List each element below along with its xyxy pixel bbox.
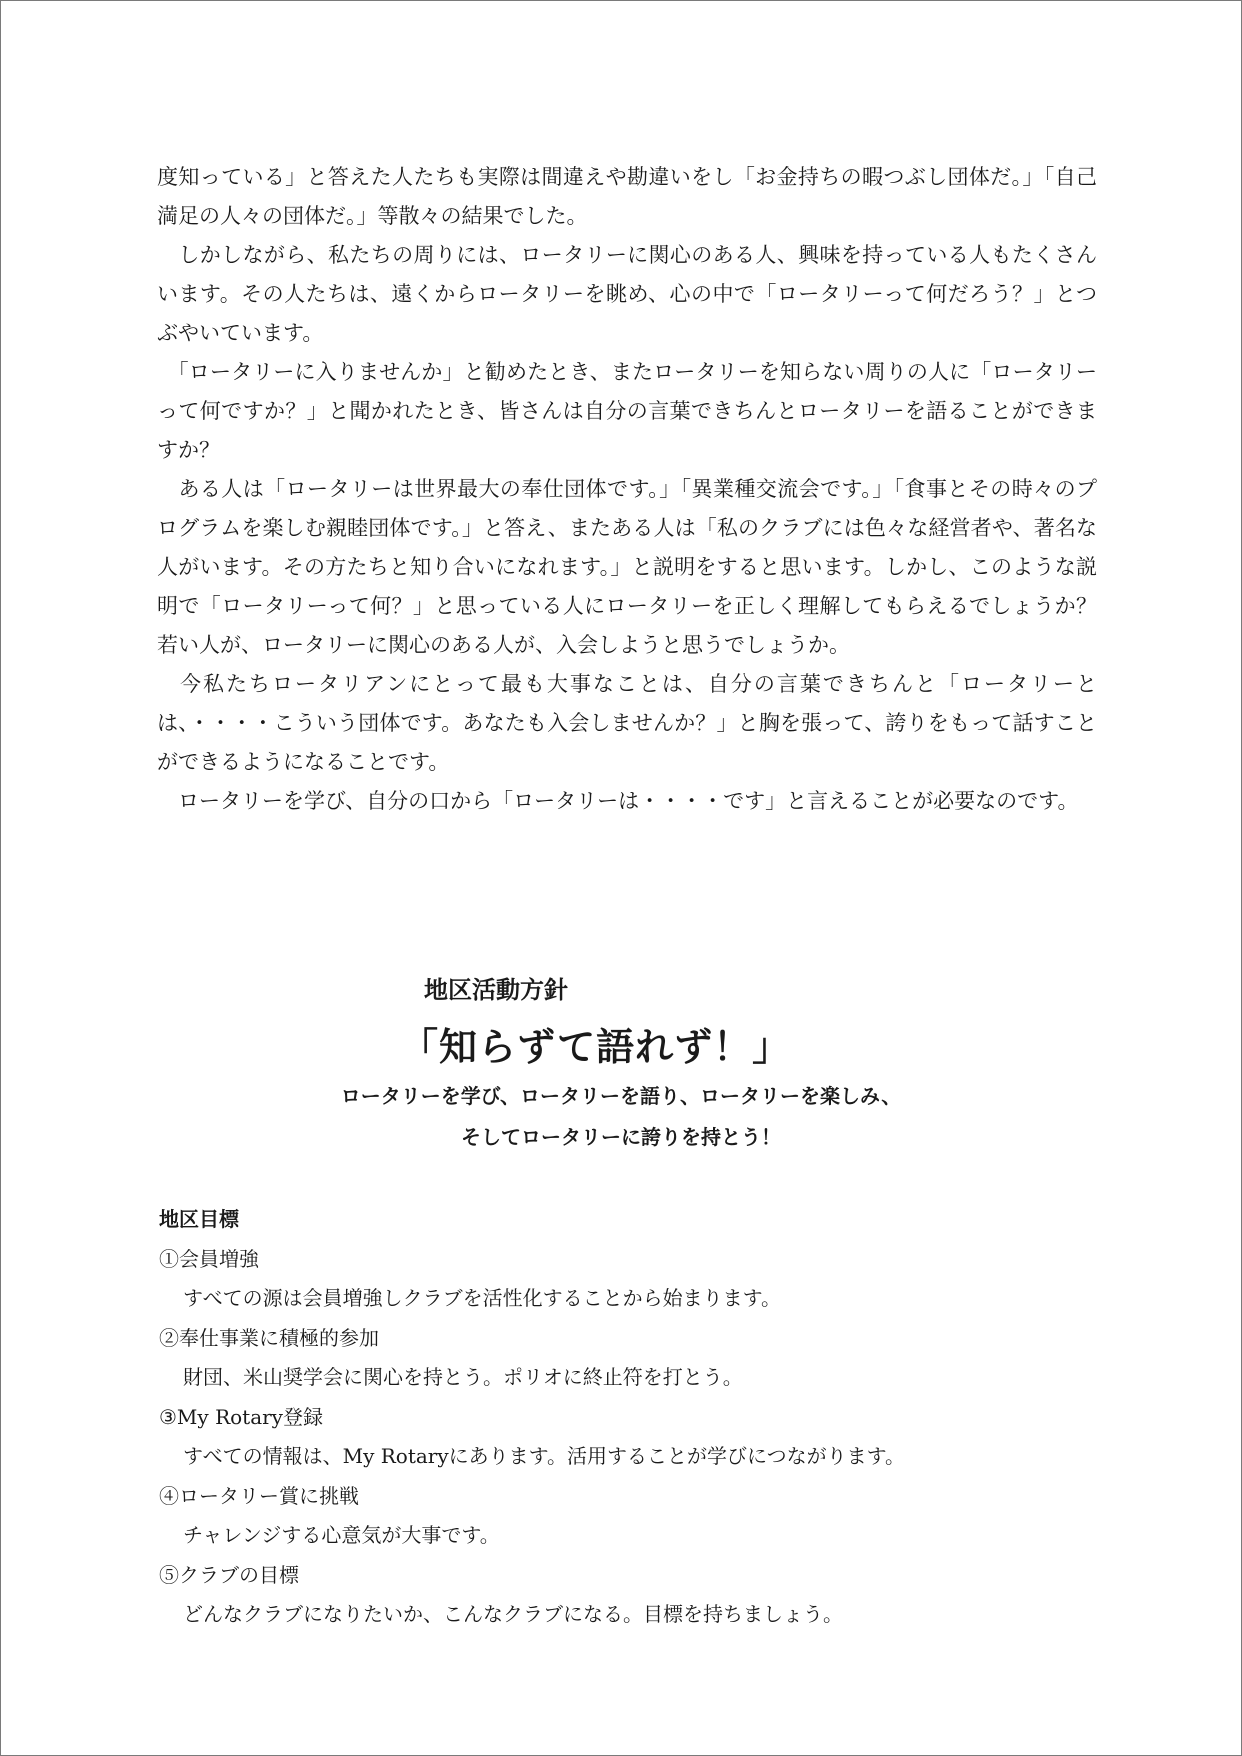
paragraph-2: しかしながら、私たちの周りには、ロータリーに関心のある人、興味を持っている人もたくさんいます。その人たちは、遠くからロータリーを眺め、心の中で「ロータリーって何だろう？」とつぶやいています。 [157, 243, 1097, 345]
paragraph-3: 「ロータリーに入りませんか」と勧めたとき、またロータリーを知らない周りの人に「ロータリーって何ですか？」と聞かれたとき、皆さんは自分の言葉できちんとロータリーを語ることができますか？ [157, 360, 1098, 462]
slogan-line-2: そしてロータリーに誇りを持とう！ [461, 1125, 781, 1149]
intro-text [157, 158, 1118, 821]
goal-desc: すべての源は会員増強しクラブを活性化することから始まります。 [183, 1286, 781, 1310]
goals-heading: 地区目標 [159, 1207, 239, 1231]
policy-slogan [0, 1076, 1242, 1158]
goal-desc: 財団、米山奨学会に関心を持とう。ポリオに終止符を打とう。 [183, 1365, 743, 1389]
paragraph-5: 今私たちロータリアンにとって最も大事なことは、自分の言葉できちんと「ロータリーとは、・・・・こういう団体です。あなたも入会しませんか？」と胸を張って、誇りをもって話すことができるようになることです。 [157, 672, 1097, 774]
goal-desc: すべての情報は、My Rotaryにあります。活用することが学びにつながります。 [183, 1444, 906, 1468]
goal-desc: どんなクラブになりたいか、こんなクラブになる。目標を持ちましょう。 [183, 1602, 843, 1626]
district-goals [159, 1200, 1119, 1635]
slogan-line-1: ロータリーを学び、ロータリーを語り、ロータリーを楽しみ、 [340, 1084, 902, 1108]
goal-title: ②奉仕事業に積極的参加 [159, 1325, 379, 1350]
policy-heading: 地区活動方針 [424, 976, 568, 1004]
goal-title: ①会員増強 [159, 1246, 259, 1271]
goal-title: ④ロータリー賞に挑戦 [159, 1483, 359, 1508]
paragraph-6: ロータリーを学び、自分の口から「ロータリーは・・・・です」と言えることが必要なのです。 [178, 789, 1079, 813]
paragraph-1: 度知っている」と答えた人たちも実際は間違えや勘違いをし「お金持ちの暇つぶし団体だ。」「自己満足の人々の団体だ。」等散々の結果でした。 [157, 165, 1097, 228]
goal-desc: チャレンジする心意気が大事です。 [183, 1523, 500, 1547]
paragraph-4: ある人は「ロータリーは世界最大の奉仕団体です。」「異業種交流会です。」「食事とその時々のプログラムを楽しむ親睦団体です。」と答え、またある人は「私のクラブには色々な経営者や、著名な人がいます。その方たちと知り合いになれます。」と説明をすると思います。しかし、このような説明で「ロータリーって何？」と思っている人にロータリーを正しく理解してもらえるでしょうか？ 若い人が、ロータリーに関心のある人が、入会しようと思うでしょうか。 [157, 477, 1118, 657]
goal-title: ⑤クラブの目標 [159, 1562, 299, 1587]
policy-title: 「知らずて語れず！」 [400, 1024, 792, 1069]
goal-title: ③My Rotary登録 [159, 1404, 323, 1429]
